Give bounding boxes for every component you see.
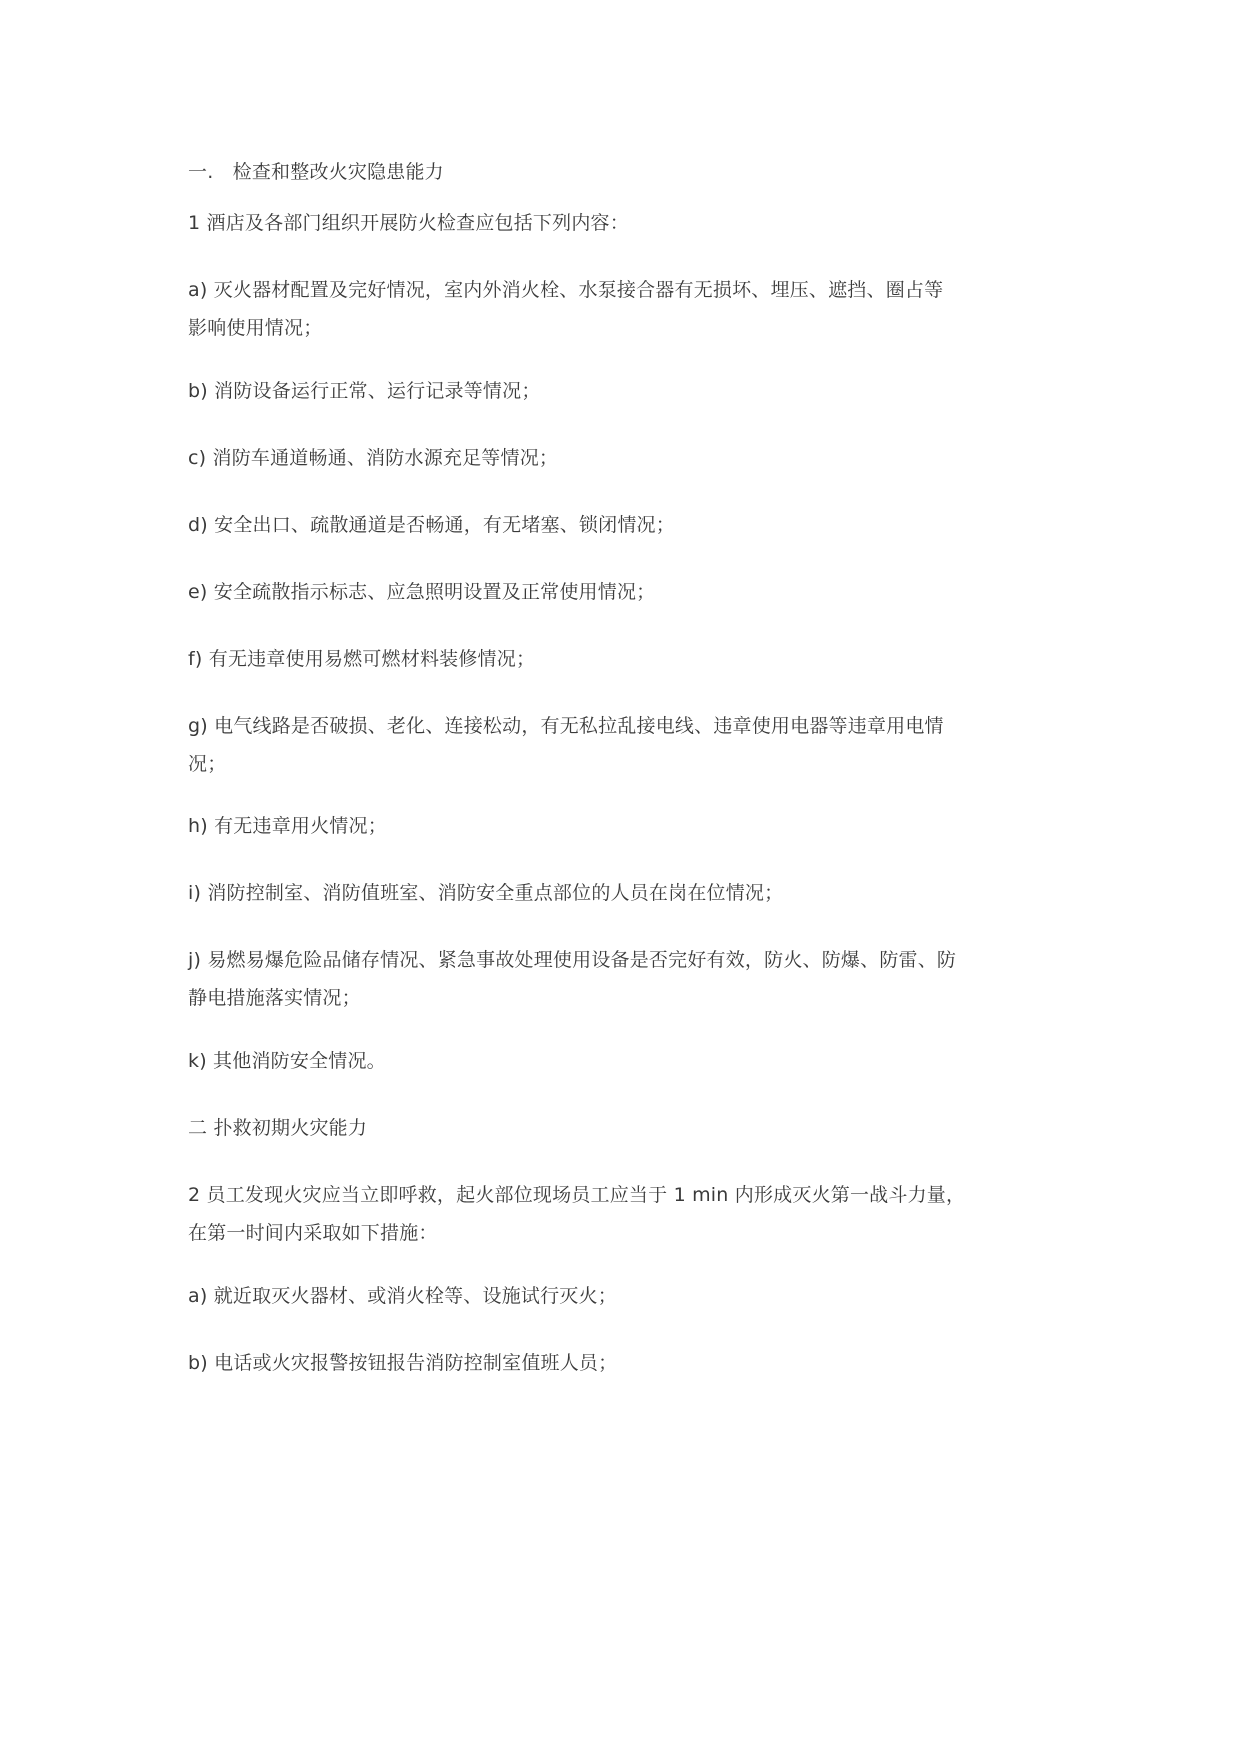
list-item-e: e) 安全疏散指示标志、应急照明设置及正常使用情况； xyxy=(188,581,656,603)
section-1-heading: 一. 检查和整改火灾隐患能力 xyxy=(188,161,444,183)
item-2-list-item-a: a) 就近取灭火器材、或消火栓等、设施试行灭火； xyxy=(188,1285,617,1307)
list-item-k: k) 其他消防安全情况。 xyxy=(188,1050,386,1072)
list-item-j: j) 易燃易爆危险品储存情况、紧急事故处理使用设备是否完好有效，防火、防爆、防雷、防 静电措施落实情况； xyxy=(188,949,957,1009)
item-2-paragraph: 2 员工发现火灾应当立即呼救，起火部位现场员工应当于 1 min 内形成灭火第一战斗力量， 在第一时间内采取如下措施： xyxy=(188,1184,966,1244)
list-item-f: f) 有无违章使用易燃可燃材料装修情况； xyxy=(188,648,536,670)
list-item-d: d) 安全出口、疏散通道是否畅通，有无堵塞、锁闭情况； xyxy=(188,514,675,536)
list-item-g: g) 电气线路是否破损、老化、连接松动，有无私拉乱接电线、违章使用电器等违章用电情 况； xyxy=(188,715,944,775)
list-item-a: a) 灭火器材配置及完好情况，室内外消火栓、水泵接合器有无损坏、埋压、遮挡、圈占等 影响使用情况； xyxy=(188,279,944,339)
list-item-b: b) 消防设备运行正常、运行记录等情况； xyxy=(188,380,541,402)
list-item-i: i) 消防控制室、消防值班室、消防安全重点部位的人员在岗在位情况； xyxy=(188,882,784,904)
list-item-h: h) 有无违章用火情况； xyxy=(188,815,387,837)
section-2-heading: 二 扑救初期火灾能力 xyxy=(188,1117,368,1139)
item-2-list-item-b: b) 电话或火灾报警按钮报告消防控制室值班人员； xyxy=(188,1352,618,1374)
list-item-c: c) 消防车通道畅通、消防水源充足等情况； xyxy=(188,447,559,469)
item-1-intro: 1 酒店及各部门组织开展防火检查应包括下列内容： xyxy=(188,212,629,234)
